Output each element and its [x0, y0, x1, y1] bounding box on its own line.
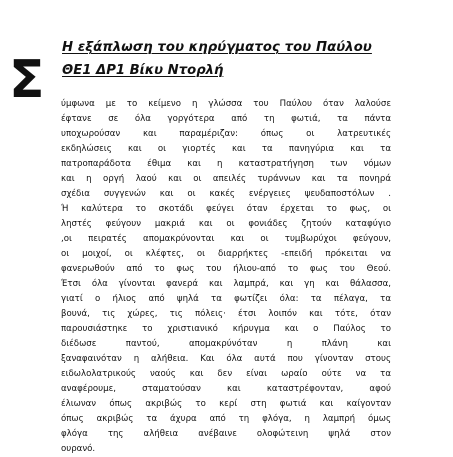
- text-line: βουνά, τις χώρες, τις πόλεις· έτσι λοιπόν και τότε, όταν: [61, 309, 391, 319]
- text-line: ληστές φεύγουν μακριά και οι φονιάδες ζητούν καταφύγιο: [61, 219, 391, 229]
- text-line: ουρανό.: [61, 444, 96, 454]
- drop-cap-letter: Σ: [9, 50, 45, 110]
- text-line: Έτσι όλα γίνονται φανερά και λαμπρά, και γη και θάλασσα,: [61, 279, 391, 289]
- document-title: Η εξάπλωση του κηρύγματος του Παύλου: [62, 40, 372, 55]
- text-line: σχέδια συγγενών και οι κακές ενέργειες ψευδαποστόλων .: [61, 189, 391, 199]
- text-line: υποχωρούσαν και παραμέριζαν: όπως οι λατρευτικές: [61, 129, 391, 139]
- document-subtitle: ΘΕ1 ΔΡ1 Βίκυ Ντορλή: [62, 63, 224, 78]
- text-line: πατροπαράδοτα έθιμα και η καταστρατήγηση των νόμων: [61, 159, 391, 169]
- text-line: φανερωθούν από το φως του ήλιου-από το φως του Θεού.: [61, 264, 391, 274]
- text-line: έλιωναν όπως ακριβώς το κερί στη φωτιά και καίγονταν: [61, 399, 391, 409]
- text-line: αναφέρουμε, σταματούσαν και καταστρέφονταν, αφού: [61, 384, 391, 394]
- text-line: ,οι πειρατές απομακρύνονται και οι τυμβωρύχοι φεύγουν,: [61, 234, 391, 244]
- text-line: όπως ακριβώς τα άχυρα από τη φλόγα, η λαμπρή όμως: [61, 414, 391, 424]
- text-line: Ή καλύτερα το σκοτάδι φεύγει όταν έρχεται το φως, οι: [61, 204, 391, 214]
- text-line: ύμφωνα με το κείμενο η γλώσσα του Παύλου όταν λαλούσε: [61, 99, 391, 109]
- text-line: ξαναφαινόταν η αλήθεια. Και όλα αυτά που γίνονταν στους: [61, 354, 391, 364]
- text-line: και η οργή λαού και οι απειλές τυράννων και τα πονηρά: [61, 174, 391, 184]
- text-line: εκδηλώσεις και οι γιορτές και τα πανηγύρια και τα: [61, 144, 391, 154]
- text-line: γιατί ο ήλιος από ψηλά τα φωτίζει όλα: τα πέλαγα, τα: [61, 294, 391, 304]
- text-line: διέδωσε παντού, απομακρύνόταν η πλάνη και: [61, 339, 391, 349]
- body-paragraph: [61, 97, 391, 457]
- text-line: ειδωλολατρικούς ναούς και δεν είναι ωραίο ούτε να τα: [61, 369, 391, 379]
- text-line: έφτανε σε όλα γοργότερα από τη φωτιά, τα πάντα: [61, 114, 391, 124]
- text-line: οι μοιχοί, οι κλέφτες, οι διαρρήκτες -επειδή πρόκειται να: [61, 249, 391, 259]
- text-line: φλόγα της αλήθεια ανέβαινε ολοφώτεινη ψηλά στον: [61, 429, 391, 439]
- text-line: παρουσιάστηκε το χριστιανικό κήρυγμα και ο Παύλος το: [61, 324, 391, 334]
